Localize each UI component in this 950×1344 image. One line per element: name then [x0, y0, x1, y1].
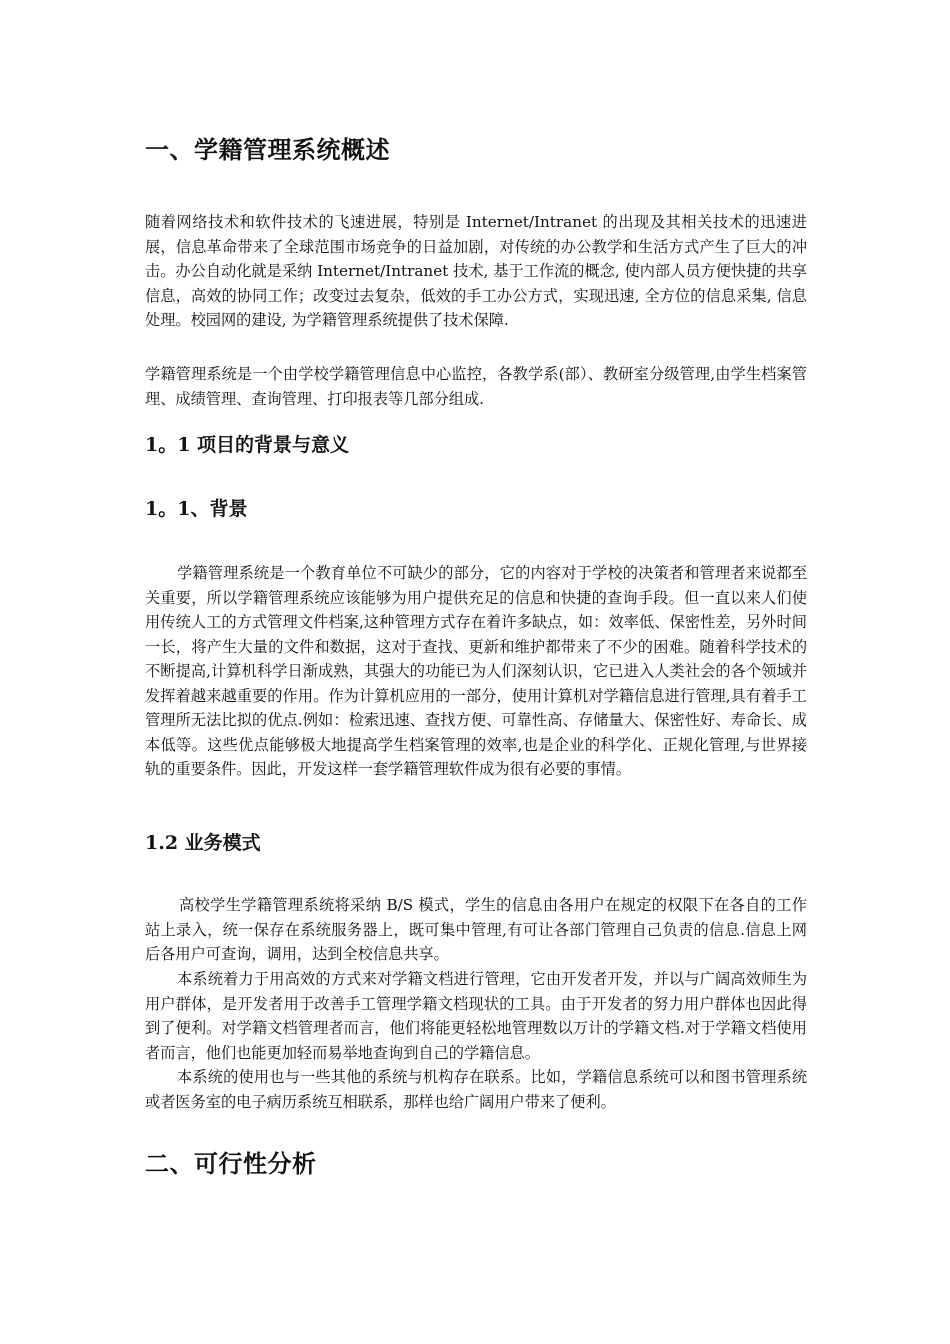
- section1-title: 一、学籍管理系统概述: [145, 135, 390, 164]
- heading-background: 1。1、背景: [145, 498, 248, 520]
- business-paragraph-2: 本系统着力于用高效的方式来对学籍文档进行管理，它由开发者开发，并以与广阔高效师生为用户群体，是开发者用于改善手工管理学籍文档现状的工具。由于开发者的努力用户群体也因此得到了便利。对学籍文档管理者而言，他们将能更轻松地管理数以万计的学籍文档.对于学籍文档使用者而言，他们也能更加轻而易举地查询到自己的学籍信息。: [145, 970, 807, 1062]
- background-paragraph: 学籍管理系统是一个教育单位不可缺少的部分，它的内容对于学校的决策者和管理者来说都至关重要，所以学籍管理系统应该能够为用户提供充足的信息和快捷的查询手段。但一直以来人们使用传统人工的方式管理文件档案,这种管理方式存在着许多缺点，如：效率低、保密性差，另外时间一长，将产生大量的文件和数据，这对于查找、更新和维护都带来了不少的困难。随着科学技术的不断提高,计算机科学日渐成熟，其强大的功能已为人们深刻认识，它已进入人类社会的各个领域并发挥着越来越重要的作用。作为计算机应用的一部分，使用计算机对学籍信息进行管理,具有着手工管理所无法比拟的优点.例如：检索迅速、查找方便、可靠性高、存储量大、保密性好、寿命长、成本低等。这些优点能够极大地提高学生档案管理的效率,也是企业的科学化、正规化管理,与世界接轨的重要条件。因此，开发这样一套学籍管理软件成为很有必要的事情。: [145, 564, 807, 778]
- business-paragraph-1: 高校学生学籍管理系统将采纳 B/S 模式，学生的信息由各用户在规定的权限下在各自的工作站上录入，统一保存在系统服务器上，既可集中管理,有可让各部门管理自己负责的信息.信息上网后各用户可查询，调用，达到全校信息共享。: [145, 896, 807, 963]
- business-paragraph-3: 本系统的使用也与一些其他的系统与机构存在联系。比如，学籍信息系统可以和图书管理系统或者医务室的电子病历系统互相联系，那样也给广阔用户带来了便利。: [145, 1068, 807, 1111]
- heading-business-model: 1.2 业务模式: [145, 832, 261, 854]
- section2-title: 二、可行性分析: [145, 1149, 317, 1178]
- intro-paragraph-1: 随着网络技术和软件技术的飞速进展，特别是 Internet/Intranet 的出现及其相关技术的迅速进展，信息革命带来了全球范围市场竞争的日益加剧，对传统的办公教学和生活方式产生了巨大的冲击。办公自动化就是采纳 Internet/Intranet 技术, 基于工作流的概念, 使内部人员方便快捷的共享信息，高效的协同工作；改变过去复杂，低效的手工办公方式，实现迅速, 全方位的信息采集, 信息处理。校园网的建设, 为学籍管理系统提供了技术保障.: [145, 213, 807, 329]
- intro-paragraph-2: 学籍管理系统是一个由学校学籍管理信息中心监控，各教学系(部）、教研室分级管理,由学生档案管理、成绩管理、查询管理、打印报表等几部分组成.: [145, 365, 807, 408]
- heading-project-background: 1。1 项目的背景与意义: [145, 434, 350, 456]
